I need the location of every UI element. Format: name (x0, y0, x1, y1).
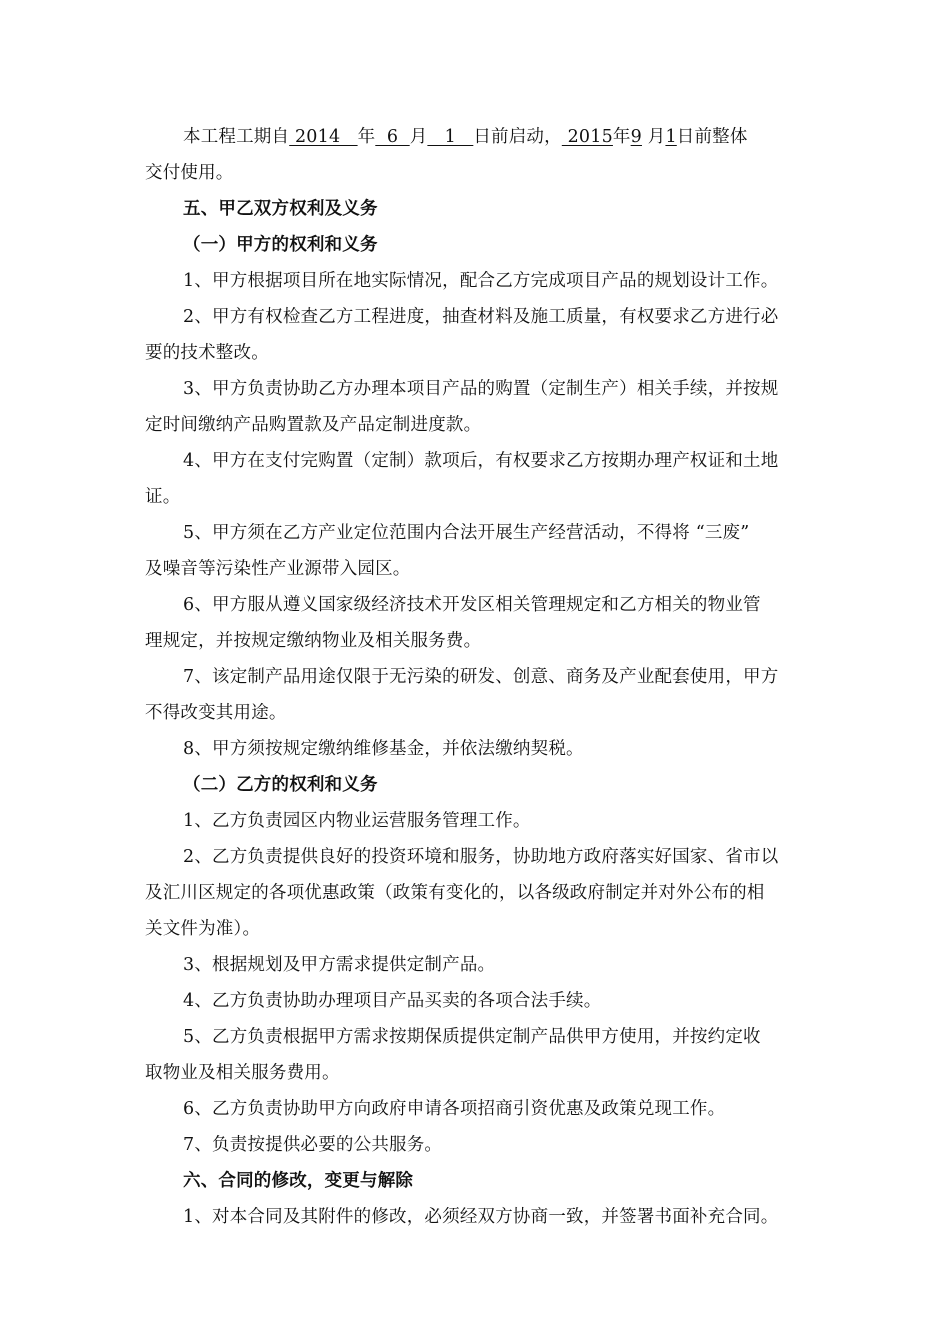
schedule-text: 日前启动， (473, 127, 562, 147)
start-month-field: 6 (375, 127, 410, 147)
schedule-line (145, 119, 810, 155)
clause-paragraph (145, 1127, 810, 1163)
schedule-text: 本工程工期自 (183, 127, 290, 147)
clause-line: 理规定，并按规定缴纳物业及相关服务费。 (145, 631, 482, 651)
clause-paragraph (145, 443, 810, 515)
clause-paragraph (145, 587, 810, 659)
clause-paragraph (145, 515, 810, 587)
clause-line: 取物业及相关服务费用。 (145, 1063, 340, 1083)
clause-line: 2、乙方负责提供良好的投资环境和服务，协助地方政府落实好国家、省市以 (183, 847, 779, 867)
clause-line: 1、甲方根据项目所在地实际情况，配合乙方完成项目产品的规划设计工作。 (183, 271, 779, 291)
clause-line: 8、甲方须按规定缴纳维修基金，并依法缴纳契税。 (183, 739, 584, 759)
schedule-text: 月 (409, 127, 428, 147)
clause-line: 5、甲方须在乙方产业定位范围内合法开展生产经营活动，不得将 “三废” (183, 523, 750, 543)
clause-paragraph (145, 299, 810, 371)
section-heading: 六、合同的修改，变更与解除 (183, 1171, 414, 1191)
start-day-field: 1 (427, 127, 474, 147)
contract-page (145, 119, 810, 1235)
clause-line: 不得改变其用途。 (145, 703, 287, 723)
clause-line: 4、乙方负责协助办理项目产品买卖的各项合法手续。 (183, 991, 602, 1011)
clause-paragraph (145, 731, 810, 767)
party-a-clauses (145, 263, 810, 767)
schedule-text: 年 (357, 127, 376, 147)
clause-line: 7、负责按提供必要的公共服务。 (183, 1135, 443, 1155)
clause-paragraph (145, 263, 810, 299)
clause-paragraph (145, 803, 810, 839)
clause-paragraph (145, 1091, 810, 1127)
clause-line: 6、甲方服从遵义国家级经济技术开发区相关管理规定和乙方相关的物业管 (183, 595, 761, 615)
clause-line: 5、乙方负责根据甲方需求按期保质提供定制产品供甲方使用，并按约定收 (183, 1027, 761, 1047)
clause-line: 定时间缴纳产品购置款及产品定制进度款。 (145, 415, 482, 435)
end-day-field: 1 (665, 127, 677, 147)
clause-paragraph (145, 1199, 810, 1235)
schedule-text: 年 (612, 127, 631, 147)
clause-paragraph (145, 839, 810, 947)
section-heading: 五、甲乙双方权利及义务 (183, 199, 378, 219)
schedule-text: 月 (641, 127, 666, 147)
clause-line: 4、甲方在支付完购置（定制）款项后，有权要求乙方按期办理产权证和土地 (183, 451, 779, 471)
end-month-field: 9 (630, 127, 642, 147)
schedule-text: 日前整体 (676, 127, 748, 147)
clause-line: 及噪音等污染性产业源带入园区。 (145, 559, 411, 579)
schedule-line-continued: 交付使用。 (145, 163, 234, 183)
clause-line: 要的技术整改。 (145, 343, 269, 363)
clause-line: 6、乙方负责协助甲方向政府申请各项招商引资优惠及政策兑现工作。 (183, 1099, 726, 1119)
clause-line: 1、乙方负责园区内物业运营服务管理工作。 (183, 811, 531, 831)
clause-line: 2、甲方有权检查乙方工程进度，抽查材料及施工质量，有权要求乙方进行必 (183, 307, 779, 327)
clause-line: 7、该定制产品用途仅限于无污染的研发、创意、商务及产业配套使用，甲方 (183, 667, 779, 687)
clause-line: 及汇川区规定的各项优惠政策（政策有变化的，以各级政府制定并对外公布的相 (145, 883, 765, 903)
subsection-heading: （二）乙方的权利和义务 (183, 775, 378, 795)
party-b-clauses (145, 803, 810, 1163)
start-year-field: 2014 (289, 127, 358, 147)
clause-paragraph (145, 1019, 810, 1091)
clause-paragraph (145, 659, 810, 731)
subsection-heading: （一）甲方的权利和义务 (183, 235, 378, 255)
clause-line: 3、甲方负责协助乙方办理本项目产品的购置（定制生产）相关手续，并按规 (183, 379, 779, 399)
clause-line: 证。 (145, 487, 181, 507)
clause-paragraph (145, 947, 810, 983)
clause-line: 3、根据规划及甲方需求提供定制产品。 (183, 955, 496, 975)
clause-paragraph (145, 983, 810, 1019)
clause-line: 1、对本合同及其附件的修改，必须经双方协商一致，并签署书面补充合同。 (183, 1207, 779, 1227)
clause-paragraph (145, 371, 810, 443)
end-year-field: 2015 (561, 127, 613, 147)
clause-line: 关文件为准）。 (145, 919, 261, 939)
amendment-clauses (145, 1199, 810, 1235)
